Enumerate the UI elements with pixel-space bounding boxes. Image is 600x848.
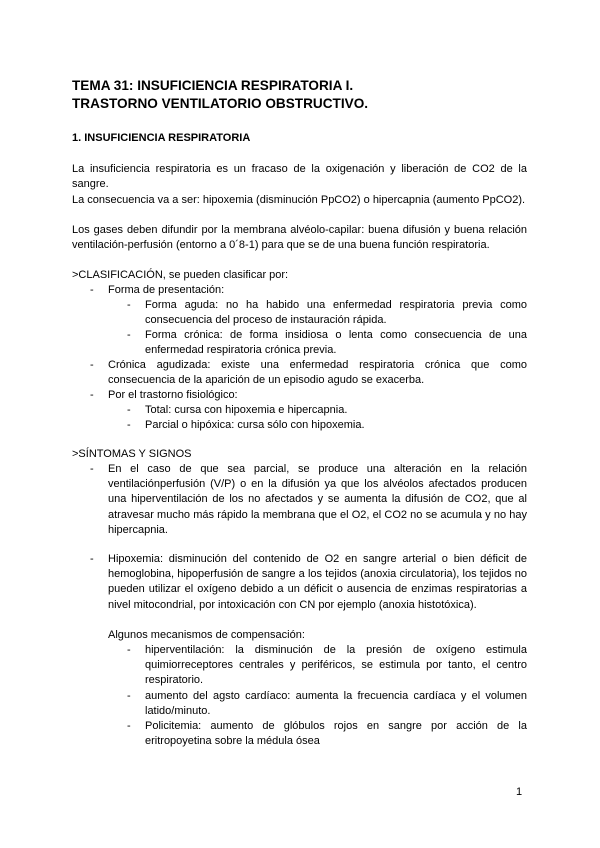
page-title — [72, 77, 542, 113]
clasificacion-heading: >CLASIFICACIÓN, se pueden clasificar por: — [72, 269, 289, 281]
bullet-dash: - — [127, 419, 131, 431]
list-item-text: En el caso de que sea parcial, se produce una alteración en la relación ventilaciónperfusión (V/P) o en la difusión ya que los alvéolos afectados producen una hiperventilación de los no afectados y se aumenta la difusión de CO2, que al atravesar mucho más rápido la membrana que el O2, el CO2 no se acumula y no hay hipercapnia. — [108, 463, 527, 536]
list-item-text: Policitemia: aumento de glóbulos rojos en sangre por acción de la eritropoyetina sobre la médula ósea — [145, 720, 527, 748]
list-item — [90, 462, 527, 538]
paragraph-gases: Los gases deben difundir por la membrana alvéolo-capilar: buena difusión y buena relación ventilación-perfusión (entorno a 0´8-1) para que se de una buena función respiratoria. — [72, 223, 527, 251]
list-item — [127, 689, 527, 719]
bullet-dash: - — [90, 553, 94, 565]
sintomas-heading: >SÍNTOMAS Y SIGNOS — [72, 448, 192, 460]
list-item-text: Crónica agudizada: existe una enfermedad respiratoria crónica que como consecuencia de la aparición de un episodio agudo se exacerba. — [108, 359, 527, 387]
list-item-text: Forma de presentación: — [108, 284, 225, 296]
list-item — [90, 388, 527, 403]
list-item — [127, 328, 527, 358]
bullet-dash: - — [90, 463, 94, 475]
bullet-dash: - — [90, 359, 94, 371]
title-line-2: TRASTORNO VENTILATORIO OBSTRUCTIVO. — [72, 96, 369, 111]
title-line-1: TEMA 31: INSUFICIENCIA RESPIRATORIA I. — [72, 78, 354, 93]
bullet-dash: - — [127, 644, 131, 656]
bullet-dash: - — [127, 329, 131, 341]
bullet-dash: - — [127, 299, 131, 311]
list-item — [90, 283, 527, 298]
list-item — [127, 643, 527, 689]
list-item-text: hiperventilación: la disminución de la presión de oxígeno estimula quimiorreceptores centrales y periféricos, se estimula por tanto, el centro respiratorio. — [145, 644, 527, 687]
list-item — [90, 358, 527, 388]
list-item-text: Parcial o hipóxica: cursa sólo con hipoxemia. — [145, 419, 365, 431]
list-item-text: Forma crónica: de forma insidiosa o lenta como consecuencia de una enfermedad respiratoria crónica previa. — [145, 329, 527, 357]
bullet-dash: - — [90, 389, 94, 401]
bullet-dash: - — [127, 404, 131, 416]
page-number: 1 — [516, 786, 523, 798]
list-item-text: aumento del agsto cardíaco: aumenta la frecuencia cardíaca y el volumen latido/minuto. — [145, 690, 527, 718]
section-heading-insuficiencia: 1. INSUFICIENCIA RESPIRATORIA — [72, 132, 251, 144]
bullet-dash: - — [127, 690, 131, 702]
list-item — [127, 418, 527, 433]
bullet-dash: - — [127, 720, 131, 732]
mecanismos-heading: Algunos mecanismos de compensación: — [108, 629, 305, 641]
paragraph-definition: La insuficiencia respiratoria es un fracaso de la oxigenación y liberación de CO2 de la sangre. — [72, 163, 527, 191]
list-item-text: Hipoxemia: disminución del contenido de O2 en sangre arterial o bien déficit de hemoglobina, hipoperfusión de sangre a los tejidos (anoxia circulatoria), los tejidos no pueden utilizar el oxígeno debido a un déficit o ausencia de enzimas respiratorias a nivel mitocondrial, por intoxicación con CN por ejemplo (anoxia histotóxica). — [108, 553, 527, 611]
list-item — [127, 719, 527, 749]
list-item — [127, 403, 527, 418]
list-item-text: Por el trastorno fisiológico: — [108, 389, 238, 401]
bullet-dash: - — [90, 284, 94, 296]
paragraph-consequence: La consecuencia va a ser: hipoxemia (disminución PpCO2) o hipercapnia (aumento PpCO2). — [72, 193, 526, 206]
list-item-text: Forma aguda: no ha habido una enfermedad respiratoria previa como consecuencia del proceso de instauración rápida. — [145, 299, 527, 327]
list-item-text: Total: cursa con hipoxemia e hipercapnia. — [145, 404, 348, 416]
list-item — [127, 298, 527, 328]
list-item — [90, 552, 527, 613]
